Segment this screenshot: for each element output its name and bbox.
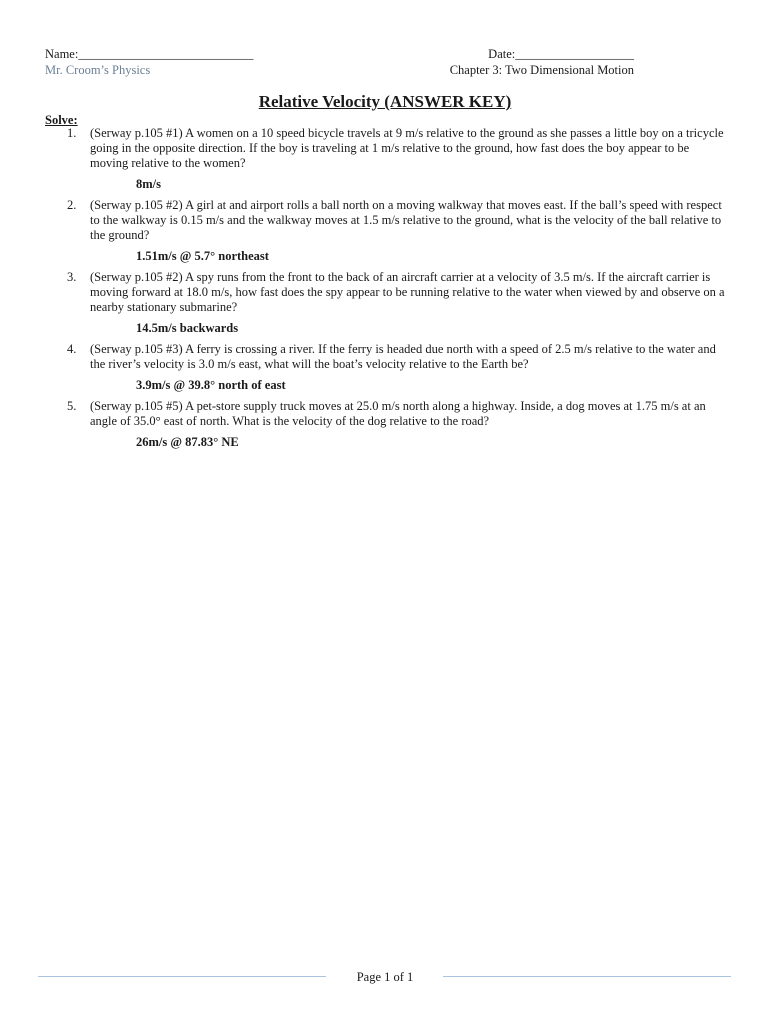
problem-item <box>45 342 725 393</box>
chapter-title: Chapter 3: Two Dimensional Motion <box>449 63 634 77</box>
problem-item <box>45 399 725 450</box>
course-name: Mr. Croom’s Physics <box>45 63 151 77</box>
header-left <box>45 46 253 78</box>
problem-item <box>45 126 725 192</box>
page-title: Relative Velocity (ANSWER KEY) <box>258 92 512 111</box>
problem-answer: 1.51m/s @ 5.7° northeast <box>136 249 269 263</box>
problem-text: (Serway p.105 #3) A ferry is crossing a river. If the ferry is headed due north with a speed of 2.5 m/s relative to the water and the river’s velocity is 3.0 m/s east, what will the boat’s velocity relative to the Earth be? <box>90 342 716 371</box>
problem-item <box>45 270 725 336</box>
problem-list <box>45 126 725 456</box>
solve-label: Solve: <box>45 113 78 127</box>
problem-item <box>45 198 725 264</box>
problem-text: (Serway p.105 #5) A pet-store supply truck moves at 25.0 m/s north along a highway. Inside, a dog moves at 1.75 m/s at an angle of 35.0° east of north. What is the velocity of the dog relative to the road? <box>90 399 706 428</box>
problem-number: 4. <box>67 342 77 356</box>
problem-answer: 26m/s @ 87.83° NE <box>136 435 239 449</box>
problem-number: 5. <box>67 399 77 413</box>
problem-text: (Serway p.105 #2) A spy runs from the front to the back of an aircraft carrier at a velocity of 3.5 m/s. If the aircraft carrier is moving forward at 18.0 m/s, how fast does the spy appear to be running relative to the water when viewed by and observe on a nearby stationary submarine? <box>90 270 725 314</box>
problem-answer: 8m/s <box>136 177 161 191</box>
problem-text: (Serway p.105 #2) A girl at and airport rolls a ball north on a moving walkway that moves east. If the ball’s speed with respect to the walkway is 0.15 m/s and the walkway moves at 1.5 m/s relative to the ground, what is the velocity of the ball relative to the ground? <box>90 198 722 242</box>
header-right <box>450 46 634 78</box>
problem-number: 3. <box>67 270 77 284</box>
page-number: Page 1 of 1 <box>356 970 414 984</box>
problem-number: 2. <box>67 198 77 212</box>
problem-text: (Serway p.105 #1) A women on a 10 speed bicycle travels at 9 m/s relative to the ground as she passes a little boy on a tricycle going in the opposite direction. If the boy is traveling at 1 m/s relative to the ground, how fast does the boy appear to be moving relative to the women? <box>90 126 724 170</box>
footer-divider-right <box>443 976 731 977</box>
problem-answer: 14.5m/s backwards <box>136 321 239 335</box>
date-field-label: Date:___________________ <box>488 47 634 61</box>
name-field-label: Name:____________________________ <box>45 47 254 61</box>
problem-number: 1. <box>67 126 77 140</box>
problem-answer: 3.9m/s @ 39.8° north of east <box>136 378 286 392</box>
